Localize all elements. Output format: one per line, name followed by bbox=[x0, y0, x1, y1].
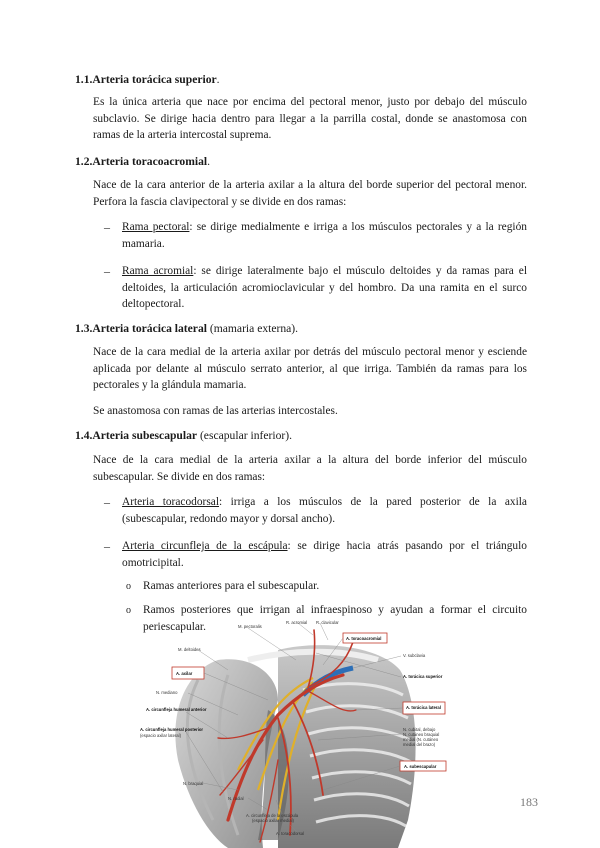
label-nervio-cubital: N. cubital, debajo bbox=[403, 727, 436, 732]
label-nervio-braquial: N. braquial bbox=[183, 781, 204, 786]
section-heading-1-4: 1.4.Arteria subescapular (escapular inferior). bbox=[75, 429, 292, 442]
label-espacio-axilar-lateral: (espacio axilar lateral) bbox=[140, 733, 181, 738]
list-dash: – bbox=[104, 264, 110, 278]
label-nervio-mediano: N. mediano bbox=[156, 690, 178, 695]
label-subescapular: A. subescapular bbox=[404, 764, 437, 769]
list-dash: – bbox=[104, 495, 110, 509]
section-heading-1-2: 1.2.Arteria toracoacromial. bbox=[75, 155, 211, 168]
list-dash: – bbox=[104, 539, 110, 553]
label-rama-acromial: R. acromial bbox=[286, 620, 308, 625]
label-medial-brazo: medial del brazo) bbox=[403, 742, 436, 747]
label-rama-clavicular: R. clavicular bbox=[316, 620, 339, 625]
label-nervio-radial: N. radial bbox=[228, 796, 244, 801]
label-cutaneo-medial: medial (N. cutáneo bbox=[403, 737, 439, 742]
sub-list-item: Ramas anteriores para el subescapular. bbox=[143, 580, 320, 592]
list-item: Rama acromial: se dirige lateralmente bajo el músculo deltoides y da ramas para el deltoides, la articulación acromioclavicular y del hombro. Da una ramita en el surco deltopectoral. bbox=[122, 265, 527, 310]
section-heading-1-3: 1.3.Arteria torácica lateral (mamaria externa). bbox=[75, 322, 299, 335]
list-item: Arteria circunfleja de la escápula: se dirige hacia atrás pasando por el triángulo omotricipital. bbox=[122, 540, 527, 569]
list-circle: o bbox=[126, 605, 131, 616]
page-number: 183 bbox=[520, 795, 538, 809]
label-arteria-axilar: A. axilar bbox=[176, 671, 193, 676]
list-item: Arteria toracodorsal: irriga a los músculos de la pared posterior de la axila (subescapular, redondo mayor y dorsal ancho). bbox=[122, 496, 527, 525]
label-deltoides: M. deltoides bbox=[178, 647, 201, 652]
sub-list-item: Ramos posteriores que irrigan al infraespinoso y ayudan a formar el circuito periescapular. bbox=[143, 604, 527, 633]
list-circle: o bbox=[126, 581, 131, 592]
list-dash: – bbox=[104, 220, 110, 234]
label-vena-subclavia: V. subclavia bbox=[403, 653, 426, 658]
label-pectoralis: M. pectoralis bbox=[238, 624, 262, 629]
label-toracica-superior: A. torácica superior bbox=[403, 674, 443, 679]
label-toracodorsal: A. toracodorsal bbox=[276, 831, 305, 836]
label-circunfleja-humeral-anterior: A. circunfleja humeral anterior bbox=[146, 707, 207, 712]
label-toracica-lateral: A. torácica lateral bbox=[406, 705, 441, 710]
label-toracoacromial: A. toracoacromial bbox=[346, 636, 382, 641]
paragraph: Es la única arteria que nace por encima del pectoral menor, justo por debajo del músculo subclavio. Se dirige hacia dentro para llegar a la parrilla costal, donde se anastomosa con ramas de la arteria intercostal suprema. bbox=[93, 96, 527, 141]
label-espacio-axilar-medial: (espacio axilar medial) bbox=[252, 818, 294, 823]
list-item: Rama pectoral: se dirige medialmente e irriga a los músculos pectorales y a la región mamaria. bbox=[122, 221, 527, 250]
paragraph: Nace de la cara anterior de la arteria axilar a la altura del borde superior del pectoral menor. Perfora la fascia clavipectoral y se divide en dos ramas: bbox=[93, 179, 527, 208]
anatomy-figure bbox=[128, 620, 458, 848]
section-heading-1-1: 1.1.Arteria torácica superior. bbox=[75, 73, 220, 86]
label-circunfleja-humeral-posterior: A. circunfleja humeral posterior bbox=[140, 727, 204, 732]
paragraph: Nace de la cara medial de la arteria axilar por detrás del músculo pectoral menor y esciende aplicada por delante al músculo serrato anterior, al que irriga. También da ramas para los pectorales y la glándula mamaria. bbox=[93, 346, 527, 391]
paragraph: Se anastomosa con ramas de las arterias intercostales. bbox=[93, 405, 338, 417]
label-cutaneo-braquial: N. cutáneo braquial bbox=[403, 732, 440, 737]
label-circunfleja-escapula: A. circunfleja de la escápula bbox=[246, 813, 299, 818]
paragraph: Nace de la cara medial de la arteria axilar a la altura del borde inferior del músculo subescapular. Se divide en dos ramas: bbox=[93, 454, 527, 483]
